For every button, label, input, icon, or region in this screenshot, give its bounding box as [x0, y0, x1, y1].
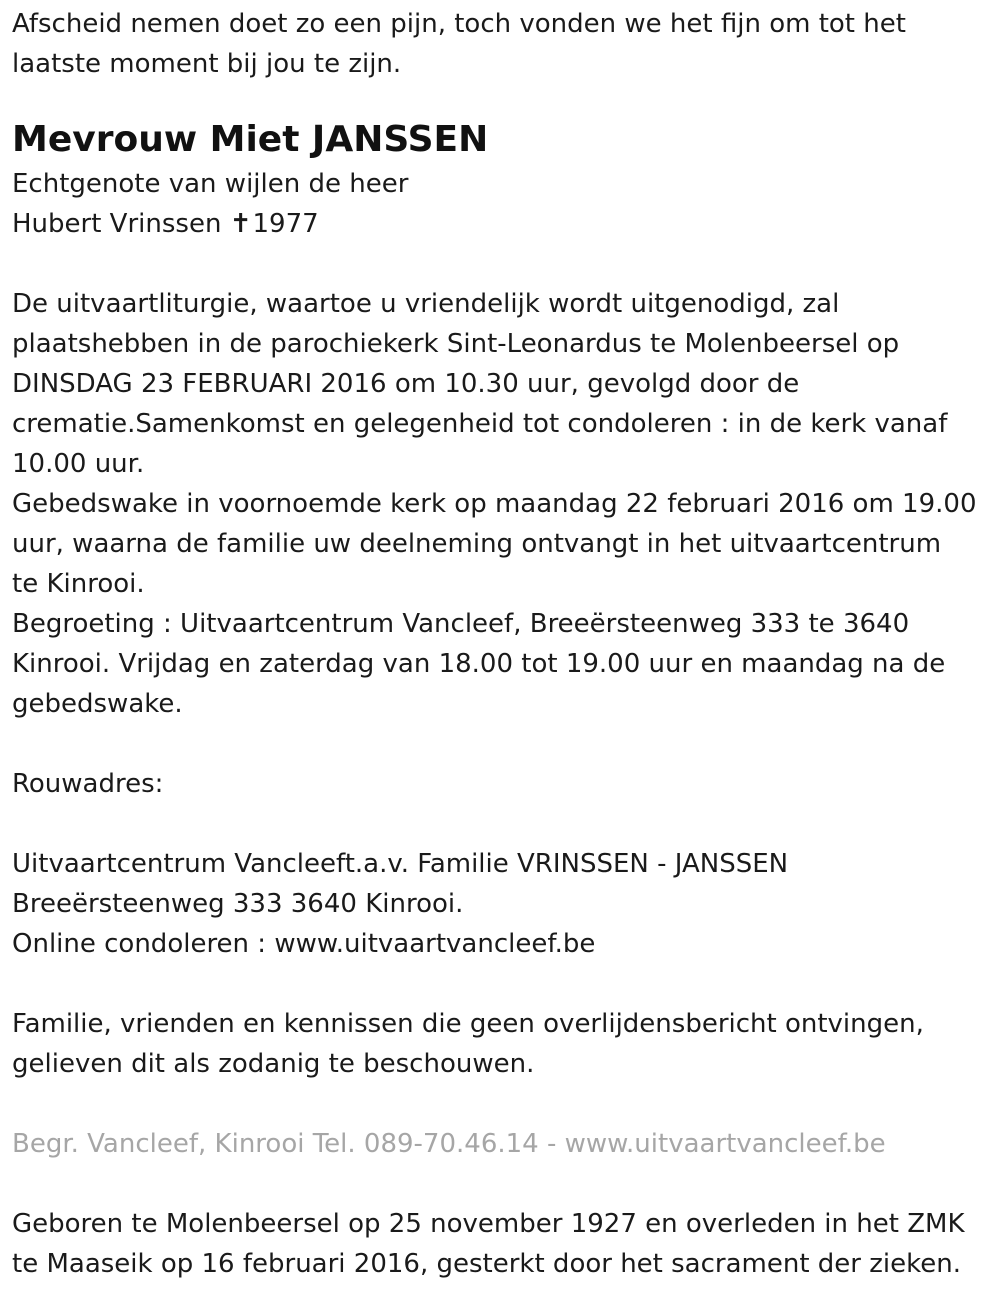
ceremony-line: DINSDAG 23 FEBRUARI 2016 om 10.30 uur, gevolgd door de: [12, 369, 800, 399]
intro-verse: [12, 4, 988, 84]
ceremony-line: te Kinrooi.: [12, 569, 145, 599]
address-block: [12, 844, 988, 964]
cross-icon: ✝: [229, 209, 252, 239]
address-line: Online condoleren : www.uitvaartvancleef.be: [12, 929, 596, 959]
spacer: [12, 964, 988, 1004]
spacer: [12, 1164, 988, 1204]
ceremony-line: De uitvaartliturgie, waartoe u vriendelijk wordt uitgenodigd, zal: [12, 289, 840, 319]
spacer: [12, 724, 988, 764]
spacer: [12, 244, 988, 284]
spacer: [12, 1084, 988, 1124]
address-label: Rouwadres:: [12, 769, 164, 799]
notice-block: [12, 1004, 988, 1084]
address-line: Uitvaartcentrum Vancleeft.a.v. Familie VRINSSEN - JANSSEN: [12, 849, 789, 879]
spouse-line-2: [12, 204, 988, 244]
ceremony-line: gebedswake.: [12, 689, 183, 719]
ceremony-line: crematie.Samenkomst en gelegenheid tot condoleren : in de kerk vanaf: [12, 409, 948, 439]
birth-death-block: [12, 1204, 988, 1284]
address-line: Breeërsteenweg 333 3640 Kinrooi.: [12, 889, 464, 919]
birth-death-line: Geboren te Molenbeersel op 25 november 1927 en overleden in het ZMK: [12, 1209, 965, 1239]
ceremony-line: Gebedswake in voornoemde kerk op maandag 22 februari 2016 om 19.00: [12, 489, 977, 519]
notice-line: Familie, vrienden en kennissen die geen overlijdensbericht ontvingen,: [12, 1009, 924, 1039]
spouse-line-1: Echtgenote van wijlen de heer: [12, 169, 409, 199]
notice-line: gelieven dit als zodanig te beschouwen.: [12, 1049, 535, 1079]
birth-death-line: te Maaseik op 16 februari 2016, gesterkt door het sacrament der zieken.: [12, 1249, 961, 1279]
funeral-home-line: Begr. Vancleef, Kinrooi Tel. 089-70.46.14 - www.uitvaartvancleef.be: [12, 1129, 886, 1159]
ceremony-line: Kinrooi. Vrijdag en zaterdag van 18.00 tot 19.00 uur en maandag na de: [12, 649, 946, 679]
ceremony-line: 10.00 uur.: [12, 449, 145, 479]
spouse-year: 1977: [252, 209, 319, 239]
ceremony-line: uur, waarna de familie uw deelneming ontvangt in het uitvaartcentrum: [12, 529, 942, 559]
spacer: [12, 804, 988, 844]
ceremony-line: plaatshebben in de parochiekerk Sint-Leonardus te Molenbeersel op: [12, 329, 900, 359]
intro-line-2: laatste moment bij jou te zijn.: [12, 49, 402, 79]
ceremony-line: Begroeting : Uitvaartcentrum Vancleef, Breeërsteenweg 333 te 3640: [12, 609, 910, 639]
spouse-info: [12, 164, 988, 244]
intro-line-1: Afscheid nemen doet zo een pijn, toch vonden we het fijn om tot het: [12, 9, 906, 39]
ceremony-details: [12, 284, 988, 724]
spouse-name: Hubert Vrinssen: [12, 209, 230, 239]
deceased-name: Mevrouw Miet JANSSEN: [12, 119, 489, 160]
